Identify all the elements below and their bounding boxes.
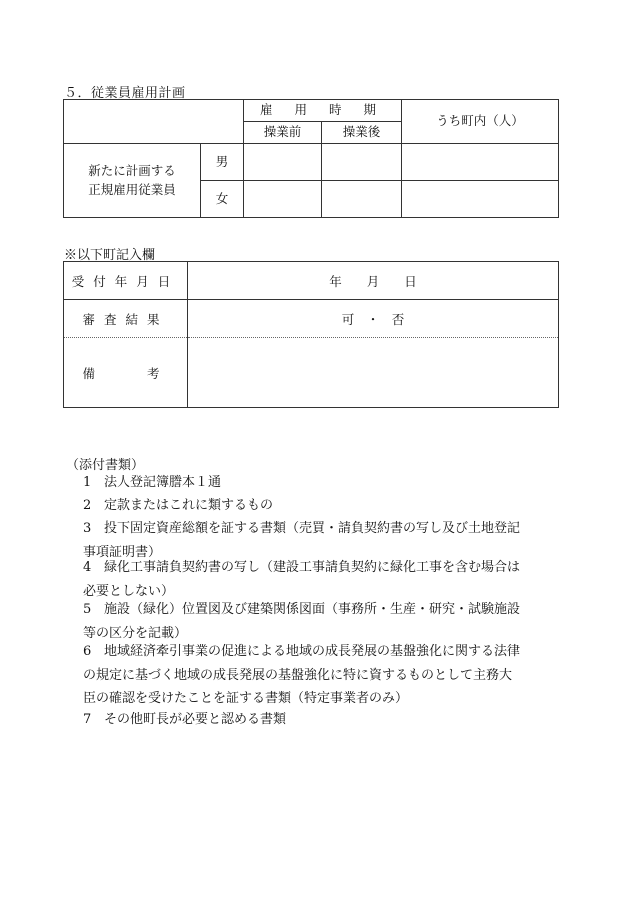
reception-date-label: 受付年月日	[64, 262, 188, 300]
male-before-cell[interactable]	[244, 144, 322, 181]
male-after-cell[interactable]	[322, 144, 402, 181]
female-in-town-cell[interactable]	[402, 181, 559, 218]
review-result-label: 審査結果	[64, 300, 188, 338]
attachment-item	[78, 494, 568, 518]
attachment-text: 定款またはこれに類するもの	[104, 498, 274, 513]
attachment-item	[78, 598, 568, 645]
attachment-number: 3	[83, 521, 92, 536]
attachment-text-continued: 臣の確認を受けたことを証する書類（特定事業者のみ）	[83, 691, 409, 706]
in-town-header: うち町内（人）	[402, 100, 559, 144]
female-label: 女	[201, 181, 244, 218]
town-use-note: ※以下町記入欄	[64, 248, 156, 263]
row-label-line1: 新たに計画する	[88, 163, 176, 179]
attachment-text: 投下固定資産総額を証する書類（売買・請負契約書の写し及び土地登記	[104, 521, 521, 536]
attachment-text-continued: 必要としない）	[83, 583, 175, 599]
female-before-cell[interactable]	[244, 181, 322, 218]
female-after-cell[interactable]	[322, 181, 402, 218]
male-label: 男	[201, 144, 244, 181]
attachment-number: 4	[83, 560, 92, 575]
attachment-text-continued: 等の区分を記載）	[83, 625, 188, 641]
attachment-number: 6	[83, 644, 92, 659]
attachment-text: その他町長が必要と認める書類	[104, 712, 287, 727]
attachment-number: 1	[83, 475, 92, 490]
attachment-item	[78, 708, 568, 732]
male-in-town-cell[interactable]	[402, 144, 559, 181]
town-use-table	[63, 261, 559, 408]
attachments-heading: （添付書類）	[66, 458, 145, 473]
reception-date-value[interactable]: 年 月 日	[188, 262, 559, 300]
attachment-text: 地域経済牽引事業の促進による地域の成長発展の基盤強化に関する法律	[104, 644, 521, 659]
attachment-text: 法人登記簿謄本１通	[104, 475, 222, 490]
employment-period-header: 雇 用 時 期	[244, 100, 402, 122]
attachment-text: 緑化工事請負契約書の写し（建設工事請負契約に緑化工事を含む場合は	[104, 560, 521, 575]
attachment-text-continued: の規定に基づく地域の成長発展の基盤強化に特に資するものとして主務大	[83, 667, 513, 683]
attachment-item	[78, 556, 568, 603]
attachment-item	[78, 640, 568, 711]
attachment-item	[78, 471, 568, 495]
employment-plan-table	[63, 99, 559, 218]
attachment-text-continued: 事項証明書）	[83, 544, 162, 560]
table-corner-cell	[64, 100, 244, 144]
section-title: ５．従業員雇用計画	[64, 86, 186, 101]
before-operation-header: 操業前	[244, 122, 322, 144]
row-label-line2: 正規雇用従業員	[88, 181, 176, 197]
attachment-text: 施設（緑化）位置図及び建築関係図面（事務所・生産・研究・試験施設	[104, 602, 521, 617]
remarks-value[interactable]	[188, 338, 559, 408]
after-operation-header: 操業後	[322, 122, 402, 144]
new-regular-employees-label	[64, 144, 201, 218]
remarks-label: 備 考	[64, 338, 188, 408]
attachment-number: 2	[83, 498, 92, 513]
review-result-value[interactable]: 可 ・ 否	[188, 300, 559, 338]
attachment-number: 7	[83, 712, 92, 727]
attachment-number: 5	[83, 602, 92, 617]
